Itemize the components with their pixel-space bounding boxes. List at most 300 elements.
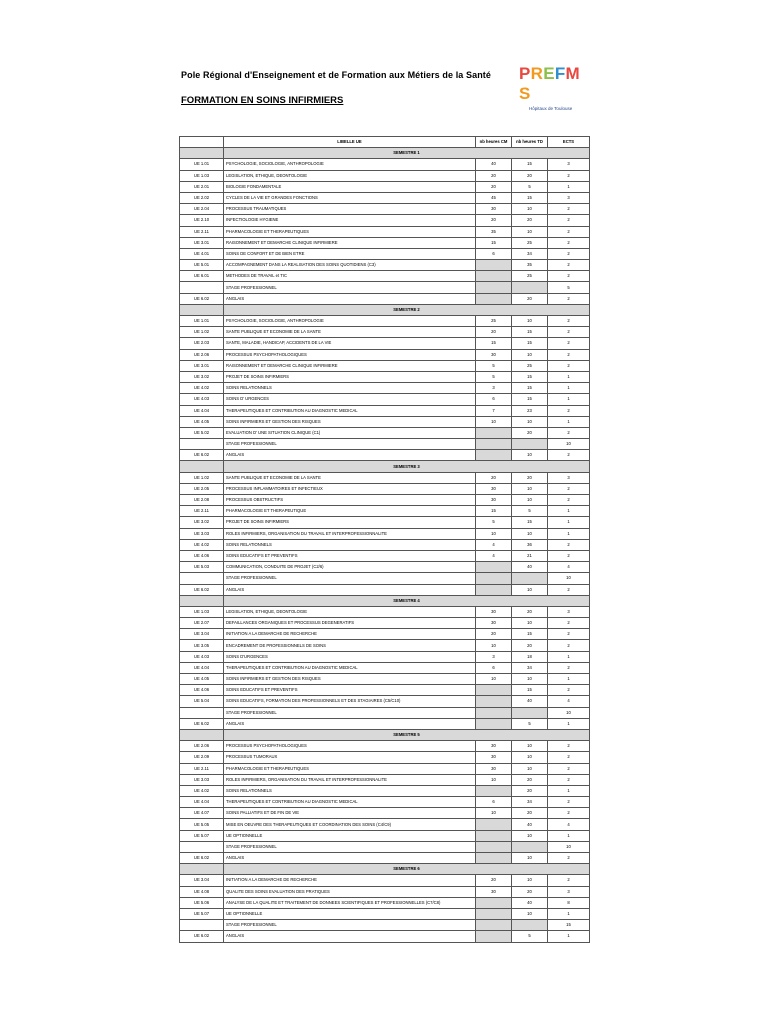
- ue-label: PSYCHOLOGIE, SOCIOLOGIE, ANTHROPOLOGIE: [224, 159, 476, 170]
- td-hours: 36: [512, 539, 548, 550]
- organization-name: Pole Régional d'Enseignement et de Formation aux Métiers de la Santé: [181, 70, 492, 80]
- ue-label: STAGE PROFESSIONNEL: [224, 439, 476, 450]
- table-row: [180, 752, 590, 763]
- cm-hours: 4: [476, 550, 512, 561]
- ects: 2: [548, 237, 590, 248]
- cm-hours: [476, 260, 512, 271]
- header-code: [180, 137, 224, 148]
- ects: 1: [548, 517, 590, 528]
- table-row: [180, 192, 590, 203]
- cm-hours: 20: [476, 215, 512, 226]
- ue-code: UE 6.02: [180, 931, 224, 942]
- td-hours: 15: [512, 338, 548, 349]
- ue-label: PROCESSUS OBSTRUCTIFS: [224, 495, 476, 506]
- semester-row: [180, 595, 590, 606]
- td-hours: 23: [512, 405, 548, 416]
- ects: 2: [548, 550, 590, 561]
- cm-hours: 3: [476, 651, 512, 662]
- td-hours: 10: [512, 763, 548, 774]
- ue-code: UE 4.05: [180, 674, 224, 685]
- cm-hours: [476, 584, 512, 595]
- table-row: [180, 707, 590, 718]
- table-row: [180, 774, 590, 785]
- td-hours: 20: [512, 886, 548, 897]
- table-row: [180, 506, 590, 517]
- ue-code: UE 4.03: [180, 651, 224, 662]
- ects: 2: [548, 215, 590, 226]
- td-hours: [512, 707, 548, 718]
- td-hours: 5: [512, 718, 548, 729]
- td-hours: 40: [512, 897, 548, 908]
- table-row: [180, 226, 590, 237]
- cm-hours: 20: [476, 629, 512, 640]
- td-hours: 5: [512, 506, 548, 517]
- td-hours: 35: [512, 260, 548, 271]
- ue-label: PROJET DE SOINS INFIRMIERS: [224, 517, 476, 528]
- td-hours: 15: [512, 383, 548, 394]
- table-row: [180, 204, 590, 215]
- td-hours: 20: [512, 606, 548, 617]
- cm-hours: 5: [476, 371, 512, 382]
- cm-hours: 45: [476, 192, 512, 203]
- ue-label: SOINS PALLIATIFS ET DE FIN DE VIE: [224, 808, 476, 819]
- td-hours: 10: [512, 752, 548, 763]
- ue-label: QUALITE DES SOINS EVALUATION DES PRATIQUES: [224, 886, 476, 897]
- ue-code: UE 6.02: [180, 450, 224, 461]
- ects: 2: [548, 763, 590, 774]
- ects: 2: [548, 584, 590, 595]
- table-row: [180, 875, 590, 886]
- ue-code: UE 2.02: [180, 192, 224, 203]
- ue-code: UE 6.02: [180, 853, 224, 864]
- ects: 2: [548, 495, 590, 506]
- td-hours: 15: [512, 371, 548, 382]
- ects: 1: [548, 908, 590, 919]
- td-hours: [512, 920, 548, 931]
- table-row: [180, 908, 590, 919]
- semester-empty-cell: [180, 595, 224, 606]
- cm-hours: [476, 696, 512, 707]
- ects: 2: [548, 539, 590, 550]
- cm-hours: 15: [476, 237, 512, 248]
- ects: 4: [548, 562, 590, 573]
- ects: 5: [548, 282, 590, 293]
- ue-label: ROLES INFIRMIERS, ORGANISATION DU TRAVAIL ET INTERPROFESSIONNALITE: [224, 528, 476, 539]
- ue-label: SANTE PUBLIQUE ET ECONOMIE DE LA SANTE: [224, 472, 476, 483]
- ue-code: UE 4.04: [180, 797, 224, 808]
- table-header-row: [180, 137, 590, 148]
- td-hours: 20: [512, 293, 548, 304]
- cm-hours: 30: [476, 349, 512, 360]
- ects: 2: [548, 875, 590, 886]
- ue-label: LEGISLATION, ETHIQUE, DEONTOLOGIE: [224, 606, 476, 617]
- cm-hours: [476, 685, 512, 696]
- cm-hours: 20: [476, 170, 512, 181]
- ects: 2: [548, 427, 590, 438]
- td-hours: 5: [512, 181, 548, 192]
- table-row: [180, 897, 590, 908]
- td-hours: 20: [512, 808, 548, 819]
- td-hours: 25: [512, 237, 548, 248]
- table-row: [180, 360, 590, 371]
- ue-code: UE 6.02: [180, 293, 224, 304]
- cm-hours: [476, 897, 512, 908]
- logo-letter: P: [519, 64, 531, 83]
- cm-hours: 30: [476, 886, 512, 897]
- table-row: [180, 248, 590, 259]
- td-hours: 34: [512, 797, 548, 808]
- td-hours: 40: [512, 562, 548, 573]
- ue-code: UE 2.11: [180, 226, 224, 237]
- semester-label: SEMESTRE 1: [224, 148, 590, 159]
- cm-hours: 40: [476, 159, 512, 170]
- ects: 1: [548, 674, 590, 685]
- td-hours: 10: [512, 416, 548, 427]
- ects: 10: [548, 707, 590, 718]
- td-hours: 20: [512, 472, 548, 483]
- ue-label: STAGE PROFESSIONNEL: [224, 282, 476, 293]
- table-row: [180, 618, 590, 629]
- ue-code: UE 1.03: [180, 170, 224, 181]
- td-hours: 20: [512, 774, 548, 785]
- table-row: [180, 718, 590, 729]
- ects: 2: [548, 327, 590, 338]
- ue-label: ANGLAIS: [224, 584, 476, 595]
- table-row: [180, 181, 590, 192]
- ue-label: SOINS INFIRMIERS ET GESTION DES RISQUES: [224, 674, 476, 685]
- ects: 8: [548, 897, 590, 908]
- ue-code: UE 3.04: [180, 875, 224, 886]
- td-hours: [512, 841, 548, 852]
- ue-label: SOINS RELATIONNELS: [224, 383, 476, 394]
- ue-label: SANTE, MALADIE, HANDICAP, ACCIDENTS DE LA VIE: [224, 338, 476, 349]
- td-hours: 15: [512, 517, 548, 528]
- ue-label: PROJET DE SOINS INFIRMIERS: [224, 371, 476, 382]
- cm-hours: [476, 908, 512, 919]
- table-row: [180, 651, 590, 662]
- cm-hours: 6: [476, 248, 512, 259]
- ue-code: UE 5.05: [180, 819, 224, 830]
- td-hours: 15: [512, 159, 548, 170]
- ects: 1: [548, 371, 590, 382]
- ue-label: ANGLAIS: [224, 718, 476, 729]
- table-row: [180, 159, 590, 170]
- ects: 1: [548, 383, 590, 394]
- table-row: [180, 371, 590, 382]
- semester-row: [180, 148, 590, 159]
- ects: 2: [548, 271, 590, 282]
- td-hours: 34: [512, 662, 548, 673]
- table-row: [180, 405, 590, 416]
- td-hours: 10: [512, 450, 548, 461]
- td-hours: 10: [512, 204, 548, 215]
- ue-label: UE OPTIONNELLE: [224, 830, 476, 841]
- ue-code: UE 6.02: [180, 718, 224, 729]
- ue-label: ANALYSE DE LA QUALITE ET TRAITEMENT DE DONNEES SCIENTIFIQUES ET PROFESSIONNELLES (C7/C8): [224, 897, 476, 908]
- logo-letter: R: [530, 64, 544, 83]
- ue-label: SANTE PUBLIQUE ET ECONOMIE DE LA SANTE: [224, 327, 476, 338]
- ue-label: COMMUNICATION, CONDUITE DE PROJET (C2/6): [224, 562, 476, 573]
- logo-letter: E: [543, 64, 555, 83]
- table-row: [180, 327, 590, 338]
- cm-hours: 15: [476, 338, 512, 349]
- ue-code: UE 2.06: [180, 741, 224, 752]
- ects: 2: [548, 338, 590, 349]
- cm-hours: [476, 562, 512, 573]
- ue-code: UE 2.10: [180, 215, 224, 226]
- semester-empty-cell: [180, 304, 224, 315]
- table-row: [180, 808, 590, 819]
- table-row: [180, 674, 590, 685]
- ue-label: METHODES DE TRAVAIL et TIC: [224, 271, 476, 282]
- ue-code: UE 1.01: [180, 316, 224, 327]
- table-row: [180, 886, 590, 897]
- ue-label: CYCLES DE LA VIE ET GRANDES FONCTIONS: [224, 192, 476, 203]
- cm-hours: 3: [476, 383, 512, 394]
- cm-hours: [476, 450, 512, 461]
- ects: 2: [548, 260, 590, 271]
- ects: 1: [548, 651, 590, 662]
- semester-row: [180, 304, 590, 315]
- ue-code: UE 5.07: [180, 908, 224, 919]
- cm-hours: [476, 439, 512, 450]
- td-hours: 10: [512, 584, 548, 595]
- td-hours: 21: [512, 550, 548, 561]
- ue-label: PHARMACOLOGIE ET THERAPEUTIQUES: [224, 763, 476, 774]
- table-row: [180, 427, 590, 438]
- ue-label: PROCESSUS TRAUMATIQUES: [224, 204, 476, 215]
- semester-row: [180, 864, 590, 875]
- ue-label: STAGE PROFESSIONNEL: [224, 573, 476, 584]
- logo-subtitle: Hôpitaux de Toulouse: [529, 106, 573, 111]
- ects: 3: [548, 886, 590, 897]
- ue-code: UE 4.05: [180, 416, 224, 427]
- table-row: [180, 931, 590, 942]
- semester-label: SEMESTRE 2: [224, 304, 590, 315]
- table-row: [180, 539, 590, 550]
- td-hours: 34: [512, 248, 548, 259]
- ue-label: INFECTIOLOGIE HYGIENE: [224, 215, 476, 226]
- table-row: [180, 763, 590, 774]
- semester-empty-cell: [180, 864, 224, 875]
- table-row: [180, 316, 590, 327]
- ue-label: SOINS DE CONFORT ET DE BIEN ETRE: [224, 248, 476, 259]
- table-row: [180, 819, 590, 830]
- semester-empty-cell: [180, 148, 224, 159]
- td-hours: 5: [512, 931, 548, 942]
- table-row: [180, 495, 590, 506]
- cm-hours: 4: [476, 539, 512, 550]
- td-hours: 10: [512, 349, 548, 360]
- cm-hours: [476, 293, 512, 304]
- td-hours: 10: [512, 741, 548, 752]
- table-row: [180, 920, 590, 931]
- table-row: [180, 696, 590, 707]
- ects: 3: [548, 472, 590, 483]
- ue-code: UE 4.04: [180, 405, 224, 416]
- table-row: [180, 797, 590, 808]
- cm-hours: [476, 931, 512, 942]
- ue-label: INITIATION A LA DEMARCHE DE RECHERCHE: [224, 629, 476, 640]
- ue-label: SOINS D'URGENCES: [224, 651, 476, 662]
- ects: 2: [548, 618, 590, 629]
- td-hours: 10: [512, 226, 548, 237]
- ue-code: UE 4.07: [180, 808, 224, 819]
- cm-hours: 20: [476, 472, 512, 483]
- cm-hours: 10: [476, 808, 512, 819]
- td-hours: 20: [512, 170, 548, 181]
- ue-label: LEGISLATION, ETHIQUE, DEONTOLOGIE: [224, 170, 476, 181]
- ue-label: DEFAILLANCES ORGANIQUES ET PROCESSUS DEGENERATIFS: [224, 618, 476, 629]
- ue-code: UE 4.02: [180, 383, 224, 394]
- td-hours: 10: [512, 875, 548, 886]
- cm-hours: 30: [476, 741, 512, 752]
- cm-hours: 5: [476, 517, 512, 528]
- ue-code: UE 3.03: [180, 774, 224, 785]
- table-row: [180, 685, 590, 696]
- ue-code: UE 3.01: [180, 237, 224, 248]
- ects: 15: [548, 920, 590, 931]
- ue-label: RAISONNEMENT ET DEMARCHE CLINIQUE INFIRMIERE: [224, 237, 476, 248]
- ects: 2: [548, 204, 590, 215]
- table-row: [180, 573, 590, 584]
- cm-hours: 5: [476, 360, 512, 371]
- semester-row: [180, 729, 590, 740]
- ue-code: UE 3.05: [180, 640, 224, 651]
- ects: 1: [548, 394, 590, 405]
- table-row: [180, 640, 590, 651]
- semester-row: [180, 461, 590, 472]
- table-row: [180, 841, 590, 852]
- ue-code: UE 4.06: [180, 685, 224, 696]
- ects: 2: [548, 797, 590, 808]
- table-row: [180, 528, 590, 539]
- ue-code: UE 6.02: [180, 584, 224, 595]
- table-row: [180, 338, 590, 349]
- cm-hours: 15: [476, 506, 512, 517]
- td-hours: 40: [512, 819, 548, 830]
- ects: 2: [548, 349, 590, 360]
- td-hours: 10: [512, 853, 548, 864]
- table-row: [180, 830, 590, 841]
- ects: 2: [548, 774, 590, 785]
- ue-label: SOINS EDUCATIFS ET PREVENTIFS: [224, 550, 476, 561]
- cm-hours: [476, 573, 512, 584]
- ue-code: UE 1.02: [180, 472, 224, 483]
- ue-code: UE 2.08: [180, 495, 224, 506]
- cm-hours: [476, 271, 512, 282]
- table-row: [180, 472, 590, 483]
- ue-label: PHARMACOLOGIE ET THERAPEUTIQUES: [224, 226, 476, 237]
- ects: 10: [548, 439, 590, 450]
- td-hours: 15: [512, 327, 548, 338]
- ue-label: MISE EN OEUVRE DES THERAPEUTIQUES ET COORDINATION DES SOINS (C4/C9): [224, 819, 476, 830]
- table-row: [180, 853, 590, 864]
- table-row: [180, 271, 590, 282]
- td-hours: 25: [512, 271, 548, 282]
- ue-code: UE 3.01: [180, 360, 224, 371]
- ects: 2: [548, 450, 590, 461]
- ects: 2: [548, 685, 590, 696]
- td-hours: 10: [512, 483, 548, 494]
- ects: 2: [548, 360, 590, 371]
- ue-code: UE 4.03: [180, 394, 224, 405]
- td-hours: 20: [512, 215, 548, 226]
- table-row: [180, 260, 590, 271]
- table-row: [180, 550, 590, 561]
- ects: 2: [548, 293, 590, 304]
- ects: 1: [548, 506, 590, 517]
- ue-code: UE 4.06: [180, 550, 224, 561]
- ue-code: UE 3.04: [180, 629, 224, 640]
- cm-hours: [476, 830, 512, 841]
- ects: 2: [548, 853, 590, 864]
- header-ects: ECTS: [548, 137, 590, 148]
- ue-label: SOINS RELATIONNELS: [224, 539, 476, 550]
- ue-code: UE 4.08: [180, 886, 224, 897]
- cm-hours: 6: [476, 394, 512, 405]
- cm-hours: [476, 718, 512, 729]
- semester-empty-cell: [180, 461, 224, 472]
- cm-hours: 30: [476, 606, 512, 617]
- ue-code: UE 5.06: [180, 897, 224, 908]
- ue-label: ANGLAIS: [224, 293, 476, 304]
- ue-table: [179, 136, 590, 943]
- semester-label: SEMESTRE 5: [224, 729, 590, 740]
- ects: 4: [548, 696, 590, 707]
- semester-label: SEMESTRE 4: [224, 595, 590, 606]
- cm-hours: 30: [476, 204, 512, 215]
- cm-hours: 30: [476, 483, 512, 494]
- ects: 4: [548, 819, 590, 830]
- table-row: [180, 416, 590, 427]
- ects: 10: [548, 573, 590, 584]
- table-row: [180, 562, 590, 573]
- semester-label: SEMESTRE 3: [224, 461, 590, 472]
- cm-hours: 30: [476, 495, 512, 506]
- table-row: [180, 517, 590, 528]
- cm-hours: 30: [476, 752, 512, 763]
- ects: 2: [548, 741, 590, 752]
- ue-label: ANGLAIS: [224, 931, 476, 942]
- ects: 1: [548, 416, 590, 427]
- td-hours: 15: [512, 192, 548, 203]
- ue-label: THERAPEUTIQUES ET CONTRIBUTION AU DIAGNOSTIC MEDICAL: [224, 405, 476, 416]
- logo-letter: M: [565, 64, 581, 83]
- prefms-logo: [519, 64, 591, 111]
- ects: 2: [548, 752, 590, 763]
- ue-label: ROLES INFIRMIERS, ORGANISATION DU TRAVAIL ET INTERPROFESSIONNALITE: [224, 774, 476, 785]
- td-hours: 10: [512, 674, 548, 685]
- ue-label: SOINS EDUCATIFS ET PREVENTIFS: [224, 685, 476, 696]
- ue-code: UE 2.04: [180, 204, 224, 215]
- header-libelle: LIBELLE UE: [224, 137, 476, 148]
- table-row: [180, 237, 590, 248]
- cm-hours: 10: [476, 674, 512, 685]
- td-hours: 20: [512, 427, 548, 438]
- cm-hours: 20: [476, 875, 512, 886]
- ue-label: PROCESSUS INFLAMMATOIRES ET INFECTIEUX: [224, 483, 476, 494]
- ects: 2: [548, 170, 590, 181]
- td-hours: 10: [512, 830, 548, 841]
- table-row: [180, 215, 590, 226]
- ue-code: UE 2.03: [180, 338, 224, 349]
- ects: 3: [548, 159, 590, 170]
- cm-hours: 10: [476, 416, 512, 427]
- td-hours: 10: [512, 495, 548, 506]
- ue-code: [180, 573, 224, 584]
- ue-code: UE 5.01: [180, 260, 224, 271]
